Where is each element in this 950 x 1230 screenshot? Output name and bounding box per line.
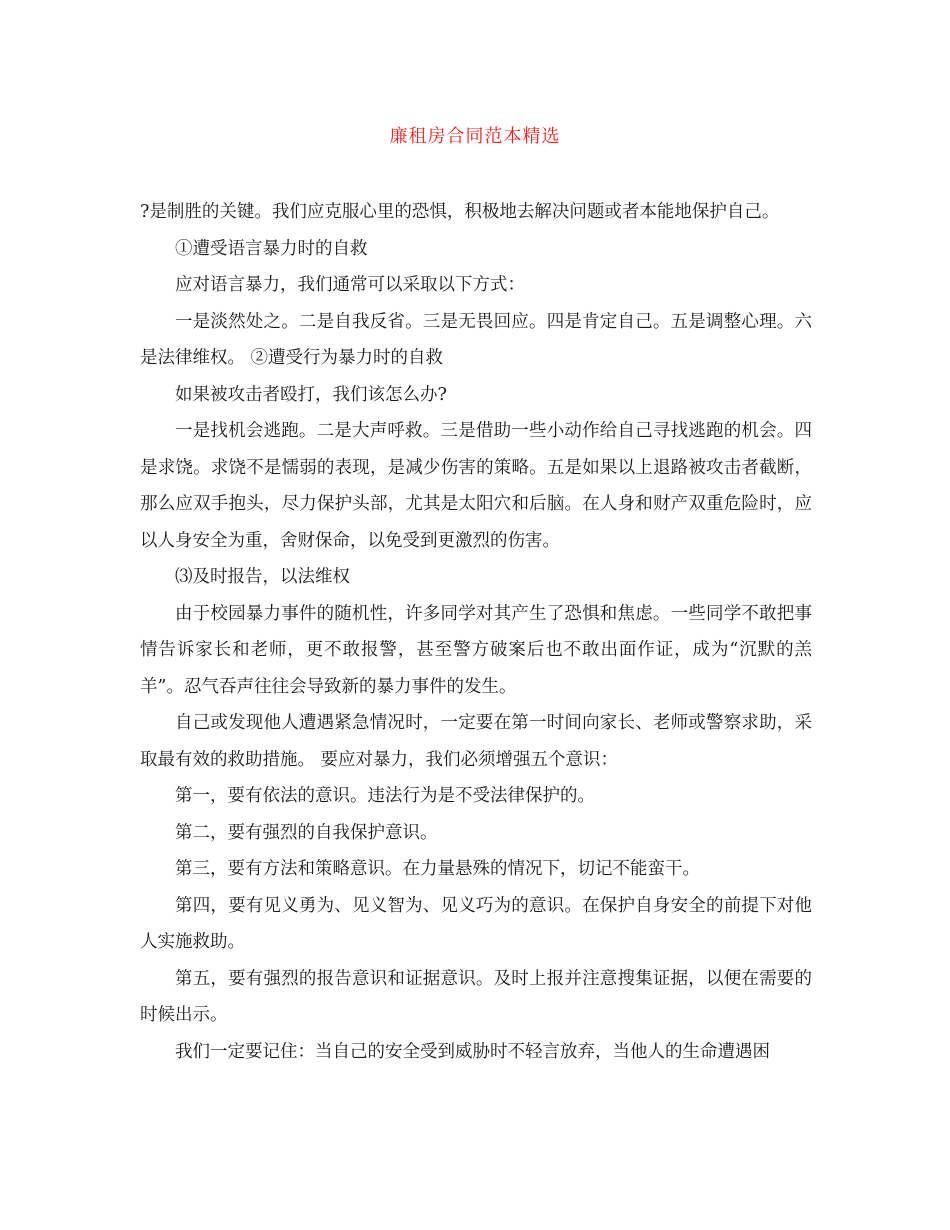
paragraph: 由于校园暴力事件的随机性，许多同学对其产生了恐惧和焦虑。一些同学不敢把事情告诉家长和老师，更不敢报警，甚至警方破案后也不敢出面作证，成为“沉默的羔羊”。忍气吞声往往会导致新的暴力事件的发生。 — [140, 603, 812, 697]
paragraph: 第五，要有强烈的报告意识和证据意识。及时上报并注意搜集证据，以便在需要的时候出示。 — [140, 968, 812, 1025]
document-body — [140, 194, 812, 1070]
paragraph: 第三，要有方法和策略意识。在力量悬殊的情况下，切记不能蛮干。 — [175, 859, 700, 879]
paragraph: ⑶及时报告，以法维权 — [175, 567, 350, 587]
paragraph: 第二，要有强烈的自我保护意识。 — [175, 822, 438, 843]
paragraph: 自己或发现他人遭遇紧急情况时，一定要在第一时间向家长、老师或警察求助，采取最有效的救助措施。 要应对暴力，我们必须增强五个意识： — [140, 713, 812, 770]
paragraph: 如果被攻击者殴打，我们该怎么办? — [175, 384, 447, 405]
paragraph: 一是找机会逃跑。二是大声呼救。三是借助一些小动作给自己寻找逃跑的机会。四是求饶。求饶不是懦弱的表现，是减少伤害的策略。五是如果以上退路被攻击者截断，那么应双手抱头，尽力保护头部，尤其是太阳穴和后脑。在人身和财产双重危险时，应以人身安全为重，舍财保命，以免受到更激烈的伤害。 — [140, 421, 812, 551]
paragraph: 第四，要有见义勇为、见义智为、见义巧为的意识。在保护自身安全的前提下对他人实施救助。 — [140, 895, 812, 952]
document-title: 廉租房合同范本精选 — [389, 126, 561, 147]
paragraph: 我们一定要记住：当自己的安全受到威胁时不轻言放弃，当他人的生命遭遇困 — [175, 1041, 770, 1062]
paragraph: 第一，要有依法的意识。违法行为是不受法律保护的。 — [175, 786, 595, 806]
paragraph: ①遭受语言暴力时的自救 — [175, 238, 368, 259]
paragraph: ?是制胜的关键。我们应克服心里的恐惧，积极地去解决问题或者本能地保护自己。 — [140, 202, 780, 222]
paragraph: 应对语言暴力，我们通常可以采取以下方式： — [175, 275, 525, 295]
paragraph: 一是淡然处之。二是自我反省。三是无畏回应。四是肯定自己。五是调整心理。六是法律维权。 ②遭受行为暴力时的自救 — [140, 311, 812, 368]
